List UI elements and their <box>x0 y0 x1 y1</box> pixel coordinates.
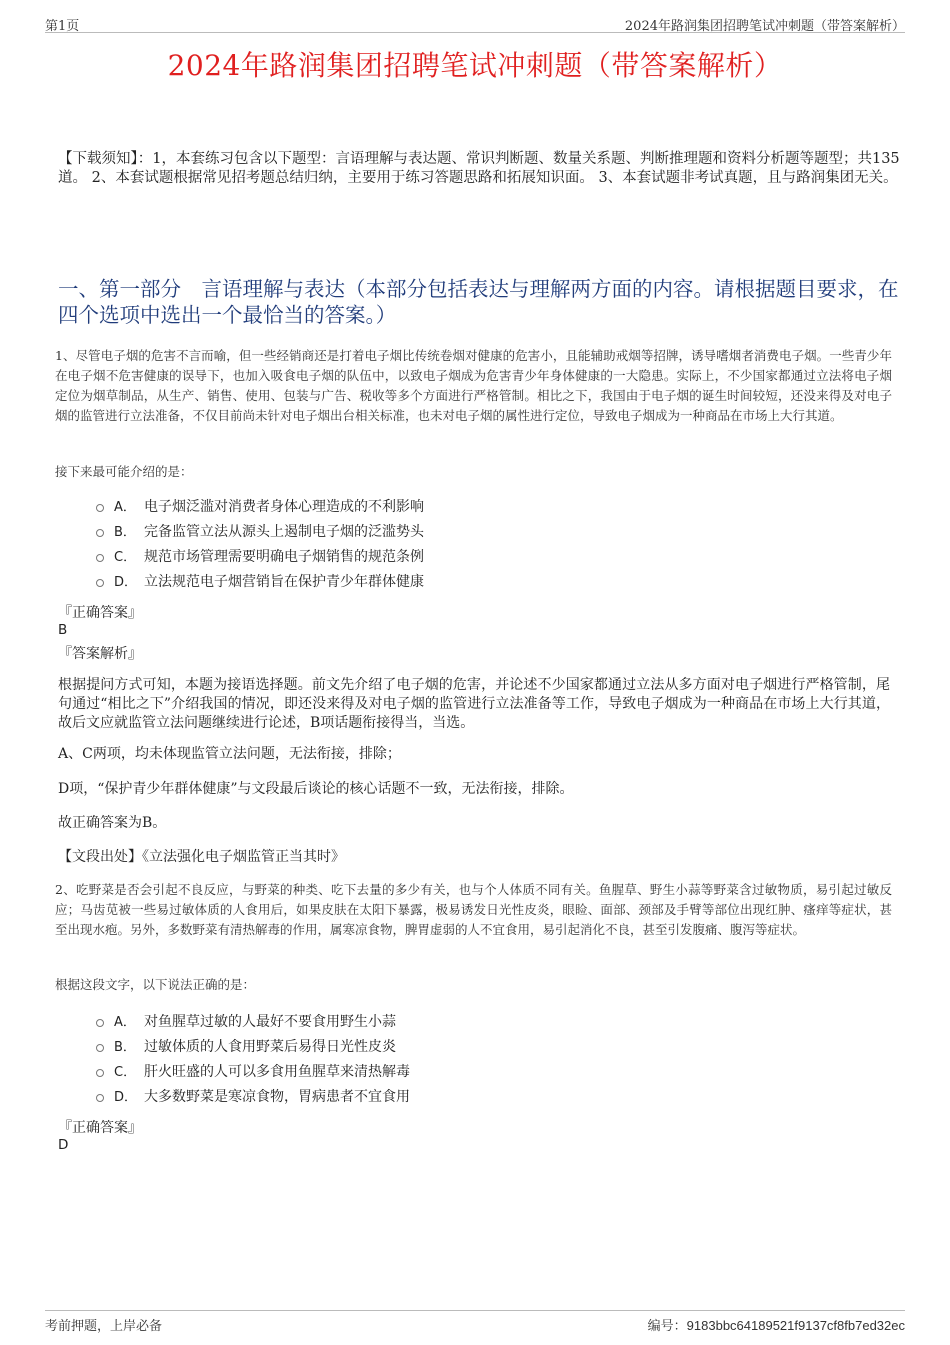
page-title: 2024年路润集团招聘笔试冲刺题（带答案解析） <box>167 49 783 82</box>
radio-icon[interactable] <box>96 1019 104 1027</box>
footer-doc-id: 编号：9183bbc64189521f9137cf8fb7ed32ec <box>647 1318 905 1333</box>
question-1-option-b[interactable]: B． 完备监管立法从源头上遏制电子烟的泛滥势头 <box>96 518 424 543</box>
radio-icon[interactable] <box>96 1069 104 1077</box>
question-1-option-d[interactable]: D． 立法规范电子烟营销旨在保护青少年群体健康 <box>96 568 424 593</box>
question-1-analysis-line: A、C两项，均未体现监管立法问题，无法衔接，排除； <box>58 746 401 762</box>
question-2-options <box>96 1008 410 1108</box>
question-2-answer: D <box>58 1137 69 1153</box>
question-1-answer-label: 『正确答案』 <box>58 605 142 621</box>
question-2-prompt: 根据这段文字，以下说法正确的是： <box>55 977 256 992</box>
question-1-analysis-label: 『答案解析』 <box>58 646 142 662</box>
question-2-option-a[interactable]: A． 对鱼腥草过敏的人最好不要食用野生小蒜 <box>96 1008 410 1033</box>
question-2-option-c[interactable]: C． 肝火旺盛的人可以多食用鱼腥草来清热解毒 <box>96 1058 410 1083</box>
footer-slogan: 考前押题，上岸必备 <box>45 1319 163 1334</box>
question-1-analysis-line: 故正确答案为B。 <box>58 815 167 831</box>
radio-icon[interactable] <box>96 554 104 562</box>
radio-icon[interactable] <box>96 1044 104 1052</box>
question-1-source: 【文段出处】《立法强化电子烟监管正当其时》 <box>58 849 345 865</box>
question-1-answer: B <box>58 622 68 638</box>
question-1-prompt: 接下来最可能介绍的是： <box>55 464 193 479</box>
question-1-options <box>96 493 424 593</box>
download-notice: 【下载须知】：1，本套练习包含以下题型：言语理解与表达题、常识判断题、数量关系题、判断推理题和资料分析题等题型；共135道。 2、本套试题根据常见招考题总结归纳，主要用于练习答题思路和拓展知识面。 3、本套试题非考试真题，且与路润集团无关。 <box>58 151 900 186</box>
question-1-option-c[interactable]: C． 规范市场管理需要明确电子烟销售的规范条例 <box>96 543 424 568</box>
page-number: 第1页 <box>45 19 80 34</box>
question-2-option-b[interactable]: B． 过敏体质的人食用野菜后易得日光性皮炎 <box>96 1033 410 1058</box>
question-2-answer-label: 『正确答案』 <box>58 1120 142 1136</box>
header-doc-title: 2024年路润集团招聘笔试冲刺题（带答案解析） <box>624 19 905 34</box>
question-2-option-d[interactable]: D． 大多数野菜是寒凉食物，胃病患者不宜食用 <box>96 1083 410 1108</box>
section-title: 一、第一部分 言语理解与表达（本部分包括表达与理解两方面的内容。请根据题目要求，在四个选项中选出一个最恰当的答案。） <box>58 277 899 327</box>
question-1-text: 1、尽管电子烟的危害不言而喻，但一些经销商还是打着电子烟比传统卷烟对健康的危害小，且能辅助戒烟等招牌，诱导嗜烟者消费电子烟。一些青少年在电子烟不危害健康的误导下，也加入吸食电子烟的队伍中，以致电子烟成为危害青少年身体健康的一大隐患。实际上，不少国家都通过立法将电子烟定位为烟草制品，从生产、销售、使用、包装与广告、税收等多个方面进行严格管制。相比之下，我国由于电子烟的诞生时间较短，还没来得及对电子烟的监管进行立法准备，不仅目前尚未针对电子烟出台相关标准，也未对电子烟的属性进行定位，导致电子烟成为一种商品在市场上大行其道。 <box>55 348 892 423</box>
question-1-analysis-line: D项，“保护青少年群体健康”与文段最后谈论的核心话题不一致，无法衔接，排除。 <box>58 781 574 797</box>
page-footer <box>45 1310 905 1333</box>
radio-icon[interactable] <box>96 504 104 512</box>
question-1-option-a[interactable]: A． 电子烟泛滥对消费者身体心理造成的不利影响 <box>96 493 424 518</box>
radio-icon[interactable] <box>96 1094 104 1102</box>
question-1-analysis-paragraph: 根据提问方式可知，本题为接语选择题。前文先介绍了电子烟的危害，并论述不少国家都通过立法从多方面对电子烟进行严格管制，尾句通过“相比之下”介绍我国的情况，即还没来得及对电子烟的监管进行立法准备等工作，导致电子烟成为一种商品在市场上大行其道，故后文应就监管立法问题继续进行论述，B项话题衔接得当，当选。 <box>58 677 890 731</box>
page-header <box>45 12 905 33</box>
question-2-text: 2、吃野菜是否会引起不良反应，与野菜的种类、吃下去量的多少有关，也与个人体质不同有关。鱼腥草、野生小蒜等野菜含过敏物质，易引起过敏反应；马齿苋被一些易过敏体质的人食用后，如果皮肤在太阳下暴露，极易诱发日光性皮炎，眼睑、面部、颈部及手臂等部位出现红肿、瘙痒等症状，甚至出现水疱。另外，多数野菜有清热解毒的作用，属寒凉食物，脾胃虚弱的人不宜食用，易引起消化不良，甚至引发腹痛、腹泻等症状。 <box>55 882 892 937</box>
radio-icon[interactable] <box>96 579 104 587</box>
radio-icon[interactable] <box>96 529 104 537</box>
